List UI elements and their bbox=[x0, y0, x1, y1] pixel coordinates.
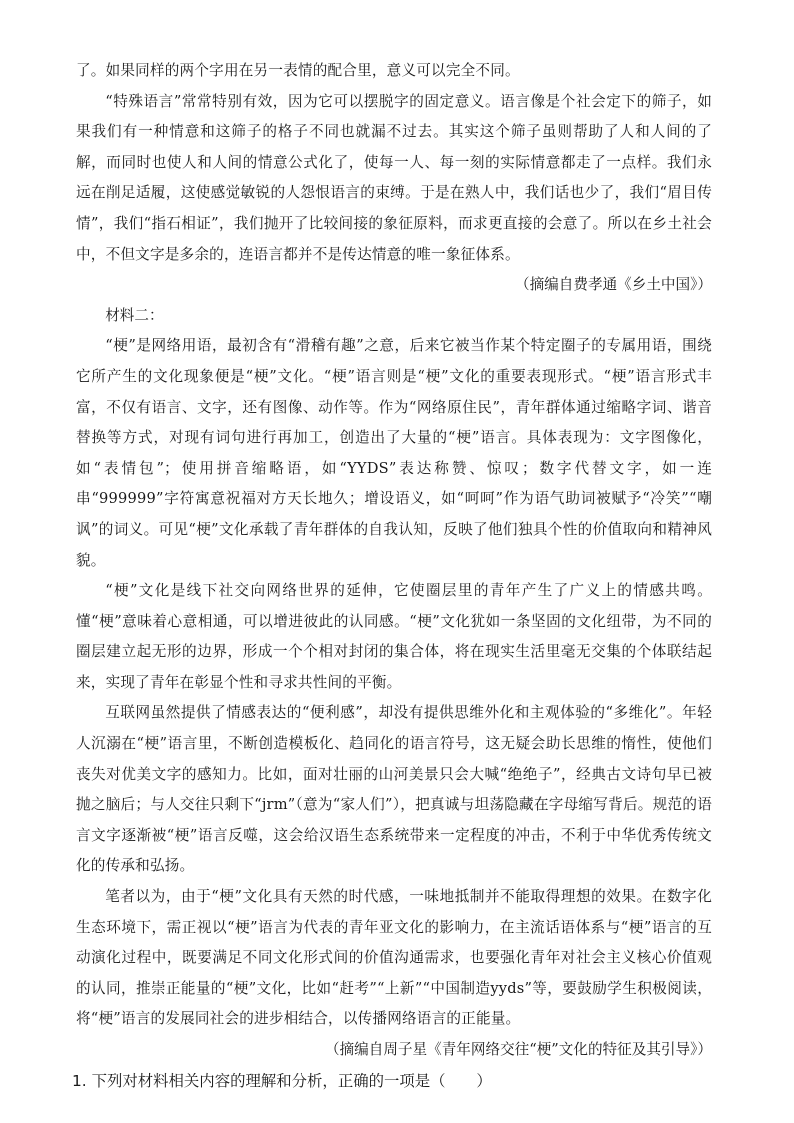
material2-paragraph-2: “梗”文化是线下社交向网络世界的延伸，它使圈层里的青年产生了广义上的情感共鸣。懂“梗”意味着心意相通，可以增进彼此的认同感。“梗”文化犹如一条坚固的文化纽带，为不同的圈层建立起无形的边界，形成一个个相对封闭的集合体，将在现实生活里毫无交集的个体联结起来，实现了青年在彰显个性和寻求共性间的平衡。 bbox=[76, 582, 712, 691]
material2-paragraph-1: “梗”是网络用语，最初含有“滑稽有趣”之意，后来它被当作某个特定圈子的专属用语，围绕它所产生的文化现象便是“梗”文化。“梗”语言则是“梗”文化的重要表现形式。“梗”语言形式丰富，不仅有语言、文字，还有图像、动作等。作为“网络原住民”，青年群体通过缩略字词、谐音替换等方式，对现有词句进行再加工，创造出了大量的“梗”语言。具体表现为：文字图像化，如“表情包”；使用拼音缩略语，如“YYDS”表达称赞、惊叹；数字代替文字，如一连串“999999”字符寓意祝福对方天长地久；增设语义，如“呵呵”作为语气助词被赋予“冷笑”“嘲讽”的词义。可见“梗”文化承载了青年群体的自我认知，反映了他们独具个性的价值取向和精神风貌。 bbox=[76, 337, 712, 569]
material2-label: 材料二： bbox=[105, 306, 164, 324]
material2-paragraph-4: 笔者以为，由于“梗”文化具有天然的时代感，一味地抵制并不能取得理想的效果。在数字化生态环境下，需正视以“梗”语言为代表的青年亚文化的影响力，在主流话语体系与“梗”语言的互动演化过程中，既要满足不同文化形式间的价值沟通需求，也要强化青年对社会主义核心价值观的认同，推崇正能量的“梗”文化，比如“赶考”“上新”“中国制造yyds”等，要鼓励学生积极阅读，将“梗”语言的发展同社会的进步相结合，以传播网络语言的正能量。 bbox=[76, 888, 712, 1028]
document-page bbox=[72, 56, 712, 1096]
question-1: 1. 下列对材料相关内容的理解和分析，正确的一项是（ ） bbox=[72, 1071, 492, 1090]
material1-source: （摘编自费孝通《乡土中国》） bbox=[514, 276, 712, 294]
material1-paragraph: “特殊语言”常常特别有效，因为它可以摆脱字的固定意义。语言像是个社会定下的筛子，如果我们有一种情意和这筛子的格子不同也就漏不过去。其实这个筛子虽则帮助了人和人间的了解，而同时也使人和人间的情意公式化了，使每一人、每一刻的实际情意都走了一点样。我们永远在削足适履，这使感觉敏锐的人怨恨语言的束缚。于是在熟人中，我们话也少了，我们“眉目传情”，我们“指石相证”，我们抛开了比较间接的象征原料，而求更直接的会意了。所以在乡土社会中，不但文字是多余的，连语言都并不是传达情意的唯一象征体系。 bbox=[76, 92, 712, 263]
material2-source: （摘编自周子星《青年网络交往“梗”文化的特征及其引导》） bbox=[324, 1041, 712, 1058]
material1-tail-line: 了。如果同样的两个字用在另一表情的配合里，意义可以完全不同。 bbox=[76, 62, 520, 79]
material2-paragraph-3: 互联网虽然提供了情感表达的“便利感”，却没有提供思维外化和主观体验的“多维化”。年轻人沉溺在“梗”语言里，不断创造模板化、趋同化的语言符号，这无疑会助长思维的惰性，使他们丧失对优美文字的感知力。比如，面对壮丽的山河美景只会大喊“绝绝子”，经典古文诗句早已被抛之脑后；与人交往只剩下“jrm”（意为“家人们”），把真诚与坦荡隐藏在字母缩写背后。规范的语言文字逐渐被“梗”语言反噬，这会给汉语生态系统带来一定程度的冲击，不利于中华优秀传统文化的传承和弘扬。 bbox=[76, 704, 712, 875]
